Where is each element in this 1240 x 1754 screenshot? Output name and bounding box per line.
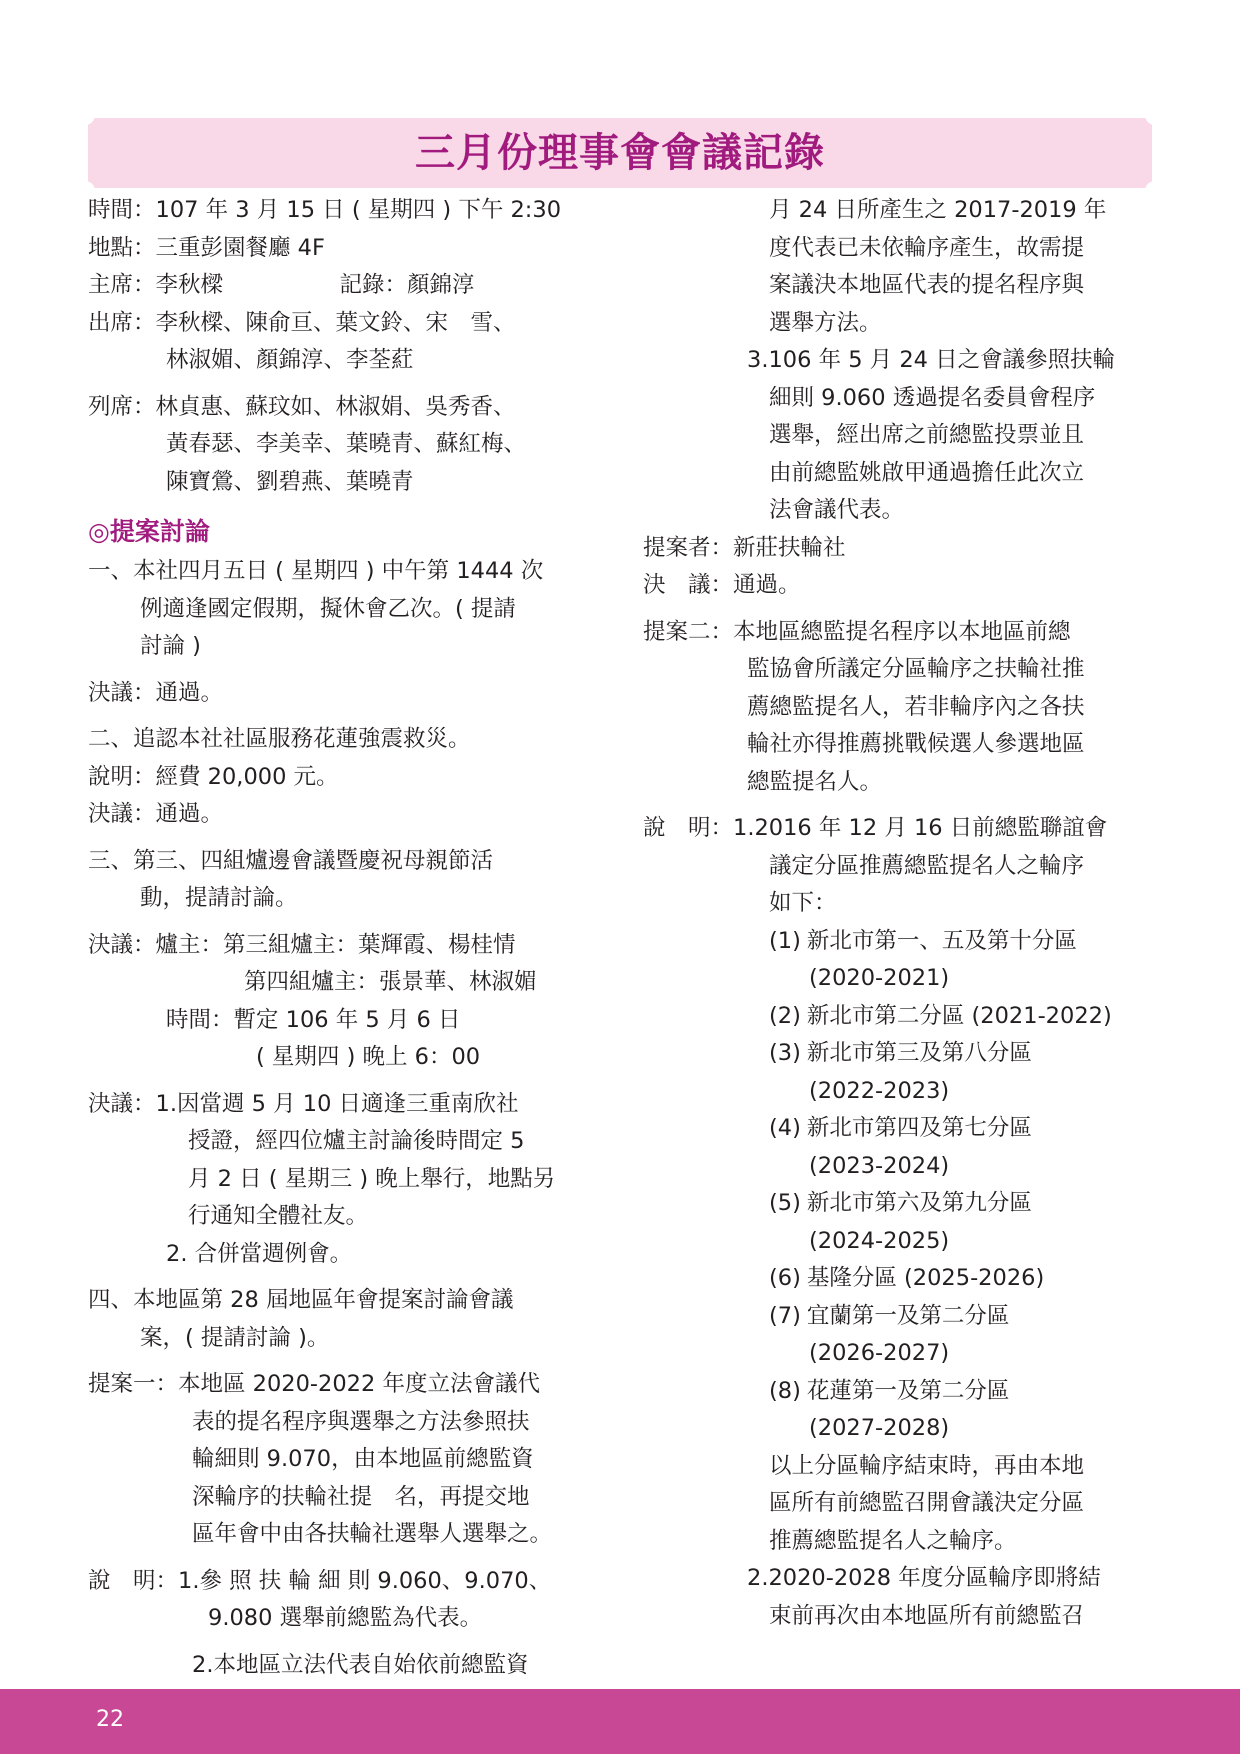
title-banner — [88, 118, 1152, 188]
zone-item — [643, 998, 1155, 1036]
host-line: 第四組爐主：張景華、林淑媚 — [244, 969, 537, 995]
meeting-time: 時間： 107 年 3 月 15 日 ( 星期四 ) 下午 2:30 — [88, 197, 562, 223]
banner-corner — [85, 181, 95, 191]
zone-years: (2024-2025) — [809, 1227, 950, 1254]
zone-number: (3) — [769, 1040, 801, 1066]
meeting-attendees: 出席： 李秋樑、陳俞亘、葉文鈴、宋 雪、 — [88, 309, 516, 336]
zone-name: 新北市第一、五及第十分區 — [806, 927, 1077, 954]
resolution: 決議： 通過。 — [88, 679, 224, 706]
zone-item — [643, 1110, 1155, 1148]
zone-years: (2022-2023) — [809, 1077, 950, 1104]
proposal-item-2: 二、 追認本社社區服務花蓮強震救災。 — [88, 726, 471, 752]
explanation-cont: 度代表已未依輪序產生，故需提 — [769, 234, 1085, 261]
explanation-cont: 區所有前總監召開會議決定分區 — [769, 1490, 1085, 1516]
proposal-two-cont: 總監提名人。 — [747, 768, 883, 795]
meeting-chair: 主席： 李秋樑 記錄： 顏錦淳 — [88, 267, 600, 305]
explanation-cont: 案議決本地區代表的提名程序與 — [769, 272, 1085, 298]
resolution: 決議： 爐主： 第三組爐主：葉輝霞、楊桂情 — [88, 931, 516, 958]
zone-item — [643, 1298, 1155, 1336]
zone-number: (8) — [769, 1377, 801, 1404]
meeting-observers-cont: 陳寶鶯、劉碧燕、葉曉青 — [166, 468, 414, 495]
banner-corner — [1145, 181, 1155, 191]
proposal-one-cont: 表的提名程序與選舉之方法參照扶 — [192, 1408, 530, 1435]
zone-years: (2023-2024) — [809, 1152, 950, 1179]
explanation-cont: 議定分區推薦總監提名人之輪序 — [769, 852, 1085, 879]
proposal-one-cont: 區年會中由各扶輪社選舉人選舉之。 — [192, 1521, 553, 1547]
resolution-item-2: 2. 合併當週例會。 — [166, 1240, 353, 1267]
zone-item — [643, 1373, 1155, 1411]
explanation-cont: 9.080 選舉前總監為代表。 — [208, 1605, 483, 1631]
zone-number: (2) — [769, 1002, 801, 1029]
explanation-cont: 束前再次由本地區所有前總監召 — [769, 1602, 1085, 1629]
zone-rotation-list — [643, 923, 1155, 1448]
proposal-item-1-cont: 例適逢國定假期，擬休會乙次。( 提請 — [140, 595, 516, 622]
meeting-observers: 列席： 林貞惠、蘇玟如、林淑娟、吳秀香、 — [88, 393, 516, 420]
proposal-two-cont: 輪社亦得推薦挑戰候選人參選地區 — [747, 731, 1085, 757]
zone-number: (5) — [769, 1190, 801, 1216]
proposal-item-1: 一、 本社四月五日 ( 星期四 ) 中午第 1444 次 — [88, 558, 544, 584]
explanation-cont: 法會議代表。 — [769, 497, 905, 523]
banner-corner — [1145, 115, 1155, 125]
footer-bar — [0, 1689, 1240, 1754]
proposal-two-cont: 薦總監提名人，若非輪序內之各扶 — [747, 693, 1085, 720]
explanation-cont: 選舉，經出席之前總監投票並且 — [769, 422, 1085, 448]
zone-item — [643, 1185, 1155, 1223]
explanation-cont: 推薦總監提名人之輪序。 — [769, 1527, 1017, 1554]
recorder-value: 顏錦淳 — [407, 272, 475, 298]
explanation-cont: 如下： — [769, 890, 837, 916]
resolution-cont: 行通知全體社友。 — [188, 1203, 369, 1229]
proposal-two-cont: 監協會所議定分區輪序之扶輪社推 — [747, 656, 1085, 682]
right-column — [643, 192, 1155, 1635]
explanation-cont: 以上分區輪序結束時，再由本地 — [769, 1452, 1085, 1479]
page-number: 22 — [96, 1707, 124, 1732]
left-column — [88, 192, 600, 1722]
section-heading: ◎提案討論 — [88, 517, 210, 546]
zone-name: 花蓮第一及第二分區 — [806, 1377, 1010, 1404]
page-title: 三月份理事會會議記錄 — [415, 130, 825, 176]
zone-number: (6) — [769, 1265, 801, 1291]
event-time-cont: ( 星期四 ) 晚上 6：00 — [256, 1044, 481, 1070]
proposer: 提案者： 新莊扶輪社 — [643, 534, 846, 561]
recorder-label: 記錄： — [339, 272, 408, 298]
explanation-item-3: 3. 106 年 5 月 24 日之會議參照扶輪 — [747, 347, 1116, 373]
zone-item — [643, 1035, 1155, 1073]
resolution: 決議： 通過。 — [88, 801, 224, 827]
meeting-place: 地點： 三重彭園餐廳 4F — [88, 234, 325, 261]
event-time: 時間： 暫定 106 年 5 月 6 日 — [166, 1006, 461, 1033]
proposal-one-cont: 輪細則 9.070，由本地區前總監資 — [192, 1446, 534, 1472]
zone-item — [643, 923, 1155, 961]
explanation-item-2: 2. 2020-2028 年度分區輪序即將結 — [747, 1565, 1101, 1591]
proposal-two: 提案二： 本地區總監提名程序以本地區前總 — [643, 618, 1071, 645]
explanation-cont: 細則 9.060 透過提名委員會程序 — [769, 384, 1096, 411]
proposal-one: 提案一： 本地區 2020-2022 年度立法會議代 — [88, 1371, 540, 1397]
zone-years: (2020-2021) — [809, 965, 950, 991]
explanation: 說 明： 1. 2016 年 12 月 16 日前總監聯誼會 — [643, 815, 1108, 841]
meeting-attendees-cont: 林淑媚、顏錦淳、李荃葒 — [166, 347, 414, 373]
explanation-cont: 月 24 日所產生之 2017-2019 年 — [769, 197, 1107, 223]
meeting-observers-cont: 黃春瑟、李美幸、葉曉青、蘇紅梅、 — [166, 431, 527, 457]
explanation-item-2: 2. 本地區立法代表自始依前總監資 — [192, 1651, 529, 1678]
proposal-item-3-cont: 動，提請討論。 — [140, 885, 298, 911]
zone-number: (4) — [769, 1115, 801, 1141]
zone-name: 新北市第四及第七分區 — [806, 1115, 1032, 1141]
explanation-cont: 由前總監姚啟甲通過擔任此次立 — [769, 459, 1085, 486]
resolution-cont: 授證，經四位爐主討論後時間定 5 — [188, 1128, 525, 1154]
zone-name: 新北市第三及第八分區 — [806, 1040, 1032, 1066]
banner-corner — [85, 115, 95, 125]
zone-name: 新北市第六及第九分區 — [806, 1190, 1032, 1216]
proposal-item-1-cont: 討論 ) — [140, 633, 201, 659]
zone-name: 新北市第二分區 (2021-2022) — [806, 1002, 1112, 1029]
proposal-one-cont: 深輪序的扶輪社提 名，再提交地 — [192, 1483, 530, 1510]
zone-number: (1) — [769, 927, 801, 954]
zone-name: 基隆分區 (2025-2026) — [806, 1265, 1045, 1291]
zone-years: (2027-2028) — [809, 1415, 950, 1441]
zone-years: (2026-2027) — [809, 1340, 950, 1366]
proposal-item-4-cont: 案，( 提請討論 )。 — [140, 1324, 330, 1351]
proposal-item-4: 四、 本地區第 28 屆地區年會提案討論會議 — [88, 1287, 514, 1313]
resolution: 決議： 1. 因當週 5 月 10 日適逢三重南欣社 — [88, 1090, 519, 1117]
zone-item — [643, 1260, 1155, 1298]
zone-name: 宜蘭第一及第二分區 — [806, 1302, 1010, 1329]
resolution: 決 議： 通過。 — [643, 572, 801, 598]
explanation-cont: 選舉方法。 — [769, 309, 882, 336]
proposal-item-3: 三、 第三、四組爐邊會議暨慶祝母親節活 — [88, 847, 494, 874]
zone-number: (7) — [769, 1302, 801, 1329]
explanation: 說明： 經費 20,000 元。 — [88, 763, 339, 790]
explanation: 說 明： 1. 參 照 扶 輪 細 則 9.060、9.070、 — [88, 1567, 552, 1594]
resolution-cont: 月 2 日 ( 星期三 ) 晚上舉行，地點另 — [188, 1165, 556, 1192]
